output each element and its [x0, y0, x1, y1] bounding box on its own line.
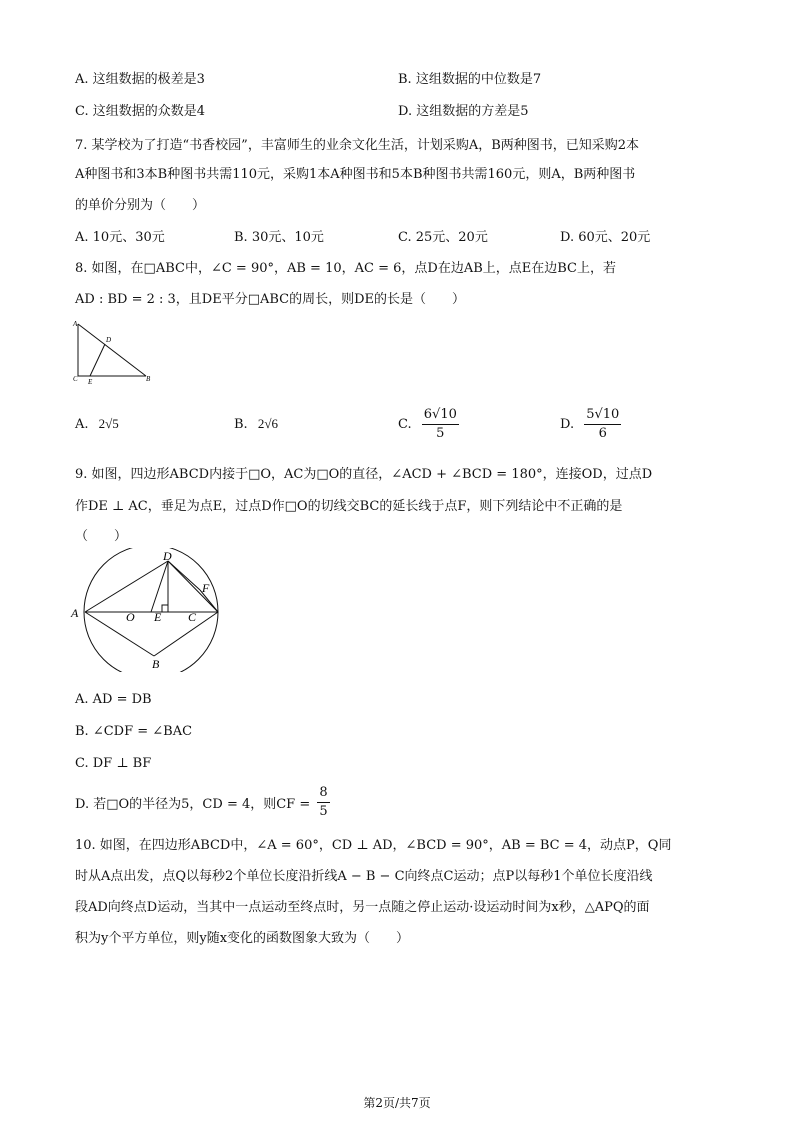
q7-line-1: 7. 某学校为了打造“书香校园”，丰富师生的业余文化生活，计划采购A，B两种图书，已知采购2本 [75, 138, 640, 153]
q8-option-a-label: A. [75, 417, 89, 432]
q8-triangle-figure [70, 318, 160, 386]
q9-radius-od [151, 561, 168, 612]
q9-chord-cb [154, 612, 218, 656]
q8-label-e: E [88, 378, 93, 386]
q6-option-a: A. 这组数据的极差是3 [75, 72, 205, 87]
q9-option-a: A. AD = DB [75, 692, 152, 707]
q8-option-b [234, 416, 278, 432]
q8-segment-de [90, 344, 105, 376]
q7-option-b: B. 30元、10元 [234, 230, 324, 245]
q8-option-c-label: C. [398, 417, 412, 432]
q9-right-angle-mark [162, 605, 168, 612]
q9-label-a: A [71, 606, 79, 620]
q8-option-c-numerator: 6√10 [422, 406, 459, 425]
q6-option-b: B. 这组数据的中位数是7 [398, 72, 542, 87]
q9-chord-dc [168, 561, 218, 612]
q8-side-ab [78, 324, 146, 376]
q7-option-c: C. 25元、20元 [398, 230, 488, 245]
q8-label-a: A [73, 320, 78, 328]
q8-option-a [75, 416, 119, 432]
q7-line-2: A种图书和3本B种图书共需110元，采购1本A种图书和5本B种图书共需160元，则A，B两种图书 [75, 167, 636, 182]
q10-line-1: 10. 如图，在四边形ABCD中，∠A = 60°，CD ⊥ AD，∠BCD = 90°，AB = BC = 4，动点P，Q同 [75, 838, 672, 853]
q9-option-b: B. ∠CDF = ∠BAC [75, 724, 193, 739]
q8-option-d-label: D. [560, 417, 575, 432]
q9-label-f: F [202, 581, 210, 595]
q10-line-3: 段AD向终点D运动，当其中一点运动至终点时，另一点随之停止运动·设运动时间为x秒，△APQ的面 [75, 900, 650, 915]
q8-label-d: D [106, 336, 112, 344]
q8-option-c-fraction [422, 406, 459, 443]
page-number: 第2页/共7页 [363, 1096, 431, 1110]
q8-label-b: B [146, 375, 151, 383]
q9-chord-ad [85, 561, 168, 612]
q9-option-d-fraction [317, 784, 329, 821]
q9-line-2: 作DE ⊥ AC，垂足为点E，过点D作□O的切线交BC的延长线于点F，则下列结论中不正确的是 [75, 499, 623, 514]
q8-line-2: AD : BD = 2 : 3，且DE平分□ABC的周长，则DE的长是（ ） [75, 292, 466, 307]
q7-option-a: A. 10元、30元 [75, 230, 165, 245]
q6-option-c: C. 这组数据的众数是4 [75, 104, 206, 119]
q9-option-d-denominator: 5 [319, 804, 328, 819]
q6-option-d: D. 这组数据的方差是5 [398, 104, 529, 119]
q8-option-d-numerator: 5√10 [584, 406, 621, 425]
q8-option-d [560, 406, 621, 443]
q8-option-d-denominator: 6 [598, 426, 607, 441]
q10-line-2: 时从A点出发，点Q以每秒2个单位长度沿折线A − B − C向终点C运动；点P以每秒1个单位长度沿线 [75, 869, 653, 884]
q8-option-d-fraction [584, 406, 621, 443]
q8-option-b-value: 2√6 [257, 416, 278, 431]
q8-label-c: C [73, 375, 78, 383]
q8-line-1: 8. 如图，在□ABC中，∠C = 90°，AB = 10，AC = 6，点D在边AB上，点E在边BC上，若 [75, 261, 616, 276]
q9-circle-figure [68, 548, 228, 672]
q9-label-d: D [163, 549, 172, 563]
q9-line-3: （ ） [75, 529, 128, 544]
q10-line-4: 积为y个平方单位，则y随x变化的函数图象大致为（ ） [75, 931, 410, 946]
q9-option-c: C. DF ⊥ BF [75, 756, 152, 771]
q9-option-d [75, 784, 330, 821]
q9-circle-o [84, 548, 218, 672]
q9-label-c: C [188, 610, 197, 624]
q8-option-c [398, 406, 459, 443]
q8-option-c-denominator: 5 [436, 426, 445, 441]
q8-option-b-label: B. [234, 417, 248, 432]
q8-option-a-value: 2√5 [98, 416, 119, 431]
q9-label-e: E [154, 610, 162, 624]
q7-line-3: 的单价分别为（ ） [75, 198, 206, 213]
q7-option-d: D. 60元、20元 [560, 230, 651, 245]
q9-option-d-text: D. 若□O的半径为5，CD = 4，则CF = [75, 797, 311, 812]
q9-tangent-df [168, 561, 200, 590]
q9-label-b: B [152, 657, 160, 671]
q9-line-1: 9. 如图，四边形ABCD内接于□O，AC为□O的直径，∠ACD + ∠BCD = 180°，连接OD，过点D [75, 467, 653, 482]
q9-label-o: O [126, 610, 135, 624]
q9-option-d-numerator: 8 [317, 784, 329, 803]
